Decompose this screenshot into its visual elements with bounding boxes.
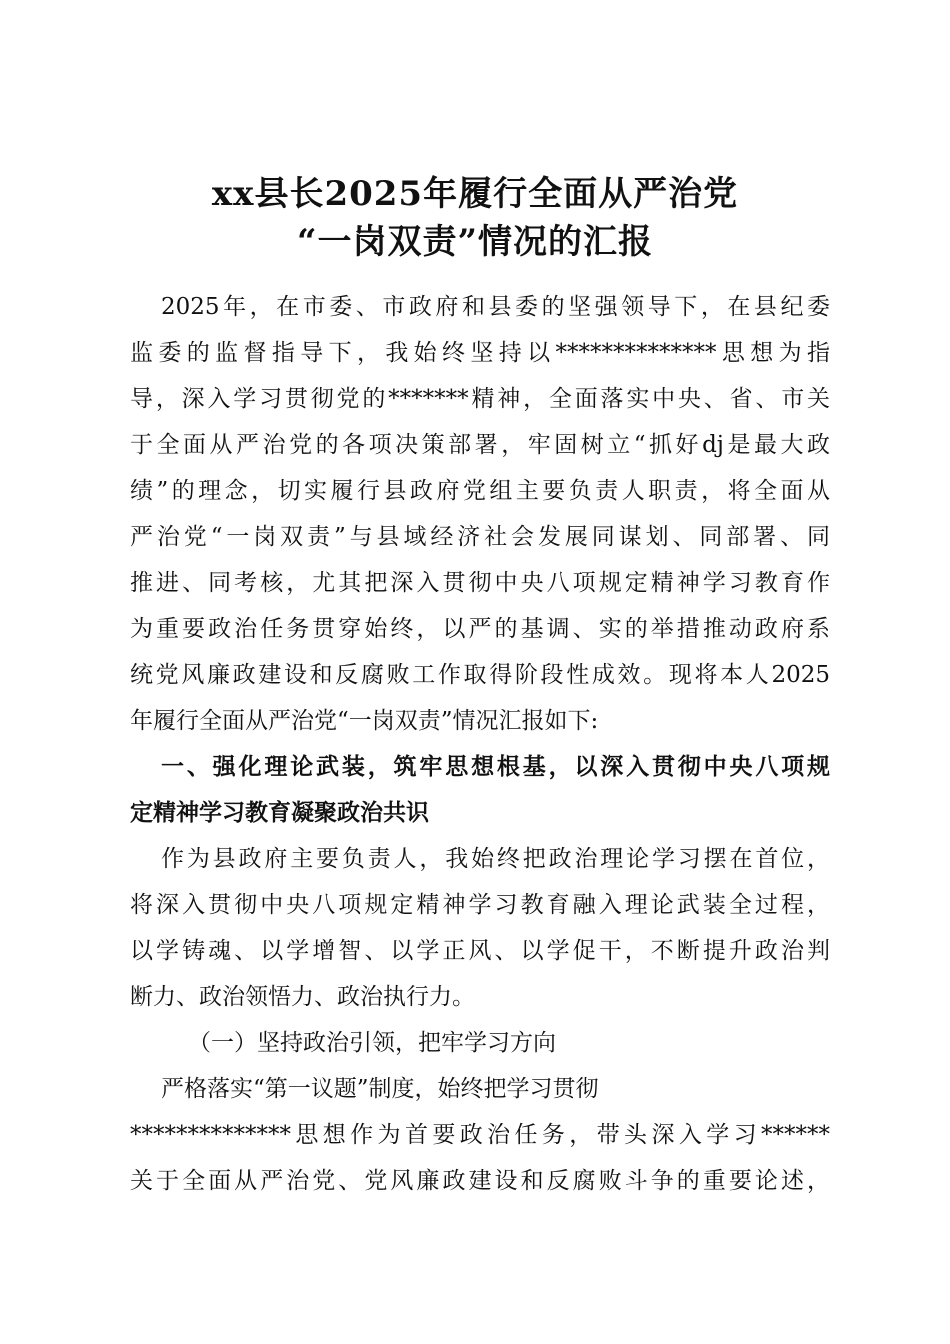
intro-line: 严治党“一岗双责”与县域经济社会发展同谋划、同部署、同 <box>130 524 830 550</box>
subsection-body-line: 严格落实“第一议题”制度，始终把学习贯彻 <box>161 1076 599 1102</box>
intro-line: 绩”的理念，切实履行县政府党组主要负责人职责，将全面从 <box>130 478 830 504</box>
section-heading-line: 一、强化理论武装，筑牢思想根基，以深入贯彻中央八项规 <box>161 753 830 780</box>
subsection-heading: （一）坚持政治引领，把牢学习方向 <box>188 1030 556 1056</box>
intro-line: 为重要政治任务贯穿始终，以严的基调、实的举措推动政府系 <box>130 616 830 642</box>
intro-line: 监委的监督指导下，我始终坚持以**************思想为指 <box>130 340 830 366</box>
intro-line: 统党风廉政建设和反腐败工作取得阶段性成效。现将本人2025 <box>130 662 830 688</box>
document-title-line-1: xx县长2025年履行全面从严治党 <box>211 174 739 214</box>
intro-line: 2025年，在市委、市政府和县委的坚强领导下，在县纪委 <box>161 294 830 320</box>
section-heading-line: 定精神学习教育凝聚政治共识 <box>130 799 429 826</box>
intro-line: 年履行全面从严治党“一岗双责”情况汇报如下: <box>130 708 599 734</box>
intro-line: 推进、同考核，尤其把深入贯彻中央八项规定精神学习教育作 <box>130 570 830 596</box>
subsection-body-line: 关于全面从严治党、党风廉政建设和反腐败斗争的重要论述， <box>130 1168 830 1194</box>
intro-line: 导，深入学习贯彻党的*******精神，全面落实中央、省、市关 <box>130 386 830 412</box>
subsection-body-line: **************思想作为首要政治任务，带头深入学习****** <box>130 1122 830 1148</box>
intro-line: 于全面从严治党的各项决策部署，牢固树立“抓好dj是最大政 <box>130 432 830 458</box>
section-body-line: 以学铸魂、以学增智、以学正风、以学促干，不断提升政治判 <box>130 938 830 964</box>
section-body-line: 将深入贯彻中央八项规定精神学习教育融入理论武装全过程， <box>130 892 830 918</box>
section-body-line: 作为县政府主要负责人，我始终把政治理论学习摆在首位， <box>161 846 830 872</box>
section-body-line: 断力、政治领悟力、政治执行力。 <box>130 984 475 1010</box>
document-title-line-2: “一岗双责”情况的汇报 <box>296 222 654 262</box>
